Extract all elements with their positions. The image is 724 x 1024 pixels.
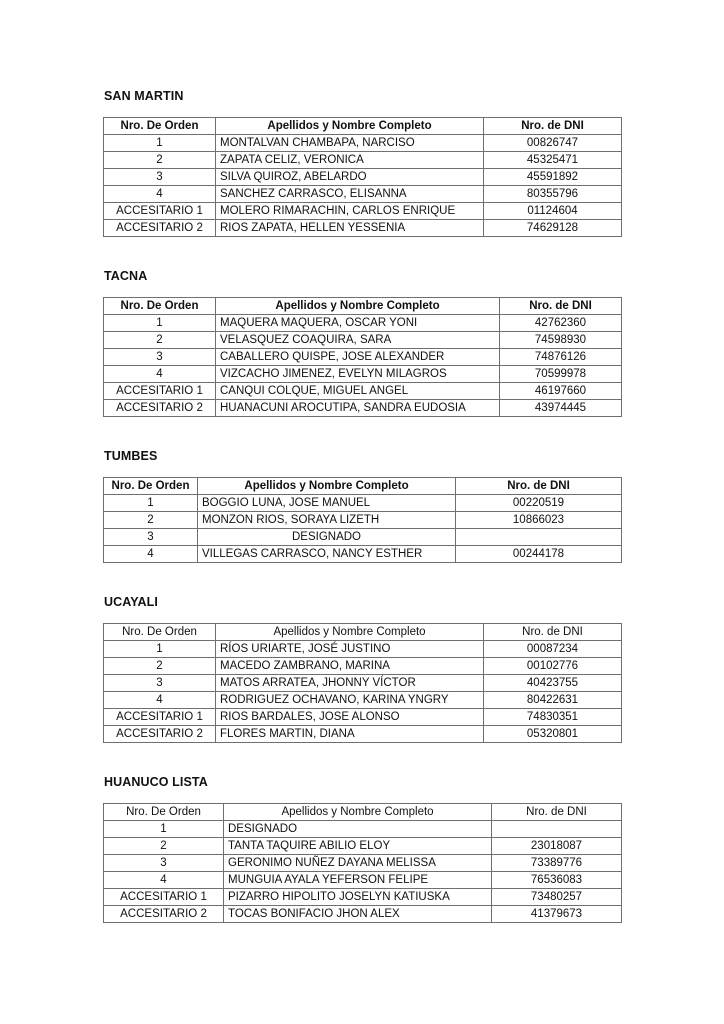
- cell-order: 3: [104, 529, 198, 546]
- header-dni: Nro. de DNI: [484, 118, 622, 135]
- cell-order: 1: [104, 135, 216, 152]
- cell-name: SANCHEZ CARRASCO, ELISANNA: [216, 186, 484, 203]
- cell-name: RODRIGUEZ OCHAVANO, KARINA YNGRY: [216, 692, 484, 709]
- cell-name: MAQUERA MAQUERA, OSCAR YONI: [216, 315, 500, 332]
- cell-dni: 00826747: [484, 135, 622, 152]
- cell-dni: 42762360: [500, 315, 622, 332]
- table-row: [104, 529, 622, 546]
- cell-dni: 40423755: [484, 675, 622, 692]
- cell-order: 4: [104, 872, 224, 889]
- cell-name: PIZARRO HIPOLITO JOSELYN KATIUSKA: [224, 889, 492, 906]
- table-row: [104, 152, 622, 169]
- table-header-row: [104, 624, 622, 641]
- table-row: [104, 366, 622, 383]
- table-header-row: [104, 804, 622, 821]
- cell-dni: 73480257: [492, 889, 622, 906]
- cell-dni: 10866023: [456, 512, 622, 529]
- cell-name: GERONIMO NUÑEZ DAYANA MELISSA: [224, 855, 492, 872]
- table-header-row: [104, 118, 622, 135]
- table-row: [104, 658, 622, 675]
- cell-order: 4: [104, 186, 216, 203]
- cell-dni: 74830351: [484, 709, 622, 726]
- cell-order: ACCESITARIO 2: [104, 906, 224, 923]
- header-order: Nro. De Orden: [104, 298, 216, 315]
- cell-name: RIOS ZAPATA, HELLEN YESSENIA: [216, 220, 484, 237]
- cell-name: DESIGNADO: [198, 529, 456, 546]
- cell-order: ACCESITARIO 2: [104, 220, 216, 237]
- cell-order: 1: [104, 495, 198, 512]
- cell-dni: 41379673: [492, 906, 622, 923]
- header-name: Apellidos y Nombre Completo: [216, 624, 484, 641]
- cell-name: CABALLERO QUISPE, JOSE ALEXANDER: [216, 349, 500, 366]
- cell-order: 2: [104, 152, 216, 169]
- cell-order: 3: [104, 349, 216, 366]
- cell-dni: 73389776: [492, 855, 622, 872]
- table-row: [104, 546, 622, 563]
- cell-order: 3: [104, 855, 224, 872]
- cell-dni: 23018087: [492, 838, 622, 855]
- cell-dni: 00244178: [456, 546, 622, 563]
- cell-dni: 80355796: [484, 186, 622, 203]
- table-tumbes: [103, 477, 622, 563]
- cell-name: MACEDO ZAMBRANO, MARINA: [216, 658, 484, 675]
- table-row: [104, 838, 622, 855]
- table-ucayali: [103, 623, 622, 743]
- cell-order: 4: [104, 692, 216, 709]
- header-name: Apellidos y Nombre Completo: [216, 118, 484, 135]
- cell-dni: 45325471: [484, 152, 622, 169]
- cell-name: TOCAS BONIFACIO JHON ALEX: [224, 906, 492, 923]
- cell-name: VELASQUEZ COAQUIRA, SARA: [216, 332, 500, 349]
- cell-dni: 43974445: [500, 400, 622, 417]
- header-name: Apellidos y Nombre Completo: [224, 804, 492, 821]
- cell-order: 4: [104, 546, 198, 563]
- cell-order: ACCESITARIO 1: [104, 203, 216, 220]
- cell-name: MONTALVAN CHAMBAPA, NARCISO: [216, 135, 484, 152]
- cell-name: MUNGUIA AYALA YEFERSON FELIPE: [224, 872, 492, 889]
- cell-dni: 46197660: [500, 383, 622, 400]
- table-row: [104, 641, 622, 658]
- table-row: [104, 726, 622, 743]
- table-row: [104, 135, 622, 152]
- cell-dni: [492, 821, 622, 838]
- cell-dni: 74598930: [500, 332, 622, 349]
- table-row: [104, 495, 622, 512]
- cell-dni: 80422631: [484, 692, 622, 709]
- table-row: [104, 512, 622, 529]
- table-row: [104, 349, 622, 366]
- cell-name: DESIGNADO: [224, 821, 492, 838]
- cell-name: RÍOS URIARTE, JOSÉ JUSTINO: [216, 641, 484, 658]
- table-row: [104, 220, 622, 237]
- table-row: [104, 332, 622, 349]
- cell-dni: 74629128: [484, 220, 622, 237]
- cell-name: CANQUI COLQUE, MIGUEL ANGEL: [216, 383, 500, 400]
- cell-order: 2: [104, 512, 198, 529]
- cell-order: 2: [104, 658, 216, 675]
- section-title-tacna: TACNA: [104, 269, 148, 283]
- cell-name: HUANACUNI AROCUTIPA, SANDRA EUDOSIA: [216, 400, 500, 417]
- cell-order: ACCESITARIO 1: [104, 889, 224, 906]
- cell-order: 2: [104, 332, 216, 349]
- table-row: [104, 203, 622, 220]
- table-row: [104, 169, 622, 186]
- table-row: [104, 383, 622, 400]
- cell-name: BOGGIO LUNA, JOSE MANUEL: [198, 495, 456, 512]
- cell-order: 2: [104, 838, 224, 855]
- table-row: [104, 315, 622, 332]
- cell-order: 3: [104, 675, 216, 692]
- cell-order: ACCESITARIO 2: [104, 726, 216, 743]
- cell-name: VILLEGAS CARRASCO, NANCY ESTHER: [198, 546, 456, 563]
- table-san-martin: [103, 117, 622, 237]
- table-row: [104, 906, 622, 923]
- cell-name: VIZCACHO JIMENEZ, EVELYN MILAGROS: [216, 366, 500, 383]
- cell-name: MATOS ARRATEA, JHONNY VÍCTOR: [216, 675, 484, 692]
- header-dni: Nro. de DNI: [484, 624, 622, 641]
- cell-order: ACCESITARIO 1: [104, 709, 216, 726]
- table-header-row: [104, 478, 622, 495]
- cell-dni: 00087234: [484, 641, 622, 658]
- table-tacna: [103, 297, 622, 417]
- cell-dni: 00220519: [456, 495, 622, 512]
- cell-order: ACCESITARIO 1: [104, 383, 216, 400]
- table-row: [104, 400, 622, 417]
- cell-dni: 01124604: [484, 203, 622, 220]
- cell-dni: 00102776: [484, 658, 622, 675]
- table-row: [104, 855, 622, 872]
- table-row: [104, 709, 622, 726]
- section-title-ucayali: UCAYALI: [104, 595, 158, 609]
- header-order: Nro. De Orden: [104, 624, 216, 641]
- cell-name: SILVA QUIROZ, ABELARDO: [216, 169, 484, 186]
- section-title-san-martin: SAN MARTIN: [104, 89, 184, 103]
- table-row: [104, 821, 622, 838]
- cell-order: 1: [104, 315, 216, 332]
- cell-order: 4: [104, 366, 216, 383]
- cell-order: 1: [104, 641, 216, 658]
- cell-name: FLORES MARTIN, DIANA: [216, 726, 484, 743]
- cell-order: 3: [104, 169, 216, 186]
- header-dni: Nro. de DNI: [492, 804, 622, 821]
- header-order: Nro. De Orden: [104, 118, 216, 135]
- header-dni: Nro. de DNI: [500, 298, 622, 315]
- table-header-row: [104, 298, 622, 315]
- section-title-tumbes: TUMBES: [104, 449, 158, 463]
- cell-name: MOLERO RIMARACHIN, CARLOS ENRIQUE: [216, 203, 484, 220]
- cell-dni: 45591892: [484, 169, 622, 186]
- cell-dni: 76536083: [492, 872, 622, 889]
- cell-dni: [456, 529, 622, 546]
- header-dni: Nro. de DNI: [456, 478, 622, 495]
- cell-dni: 05320801: [484, 726, 622, 743]
- table-row: [104, 889, 622, 906]
- cell-order: 1: [104, 821, 224, 838]
- table-row: [104, 872, 622, 889]
- table-row: [104, 675, 622, 692]
- cell-name: MONZON RIOS, SORAYA LIZETH: [198, 512, 456, 529]
- section-title-huanuco: HUANUCO LISTA: [104, 775, 208, 789]
- table-huanuco: [103, 803, 622, 923]
- cell-dni: 70599978: [500, 366, 622, 383]
- cell-name: RIOS BARDALES, JOSE ALONSO: [216, 709, 484, 726]
- header-name: Apellidos y Nombre Completo: [198, 478, 456, 495]
- header-name: Apellidos y Nombre Completo: [216, 298, 500, 315]
- table-row: [104, 692, 622, 709]
- cell-order: ACCESITARIO 2: [104, 400, 216, 417]
- cell-dni: 74876126: [500, 349, 622, 366]
- header-order: Nro. De Orden: [104, 478, 198, 495]
- header-order: Nro. De Orden: [104, 804, 224, 821]
- cell-name: ZAPATA CELIZ, VERONICA: [216, 152, 484, 169]
- table-row: [104, 186, 622, 203]
- cell-name: TANTA TAQUIRE ABILIO ELOY: [224, 838, 492, 855]
